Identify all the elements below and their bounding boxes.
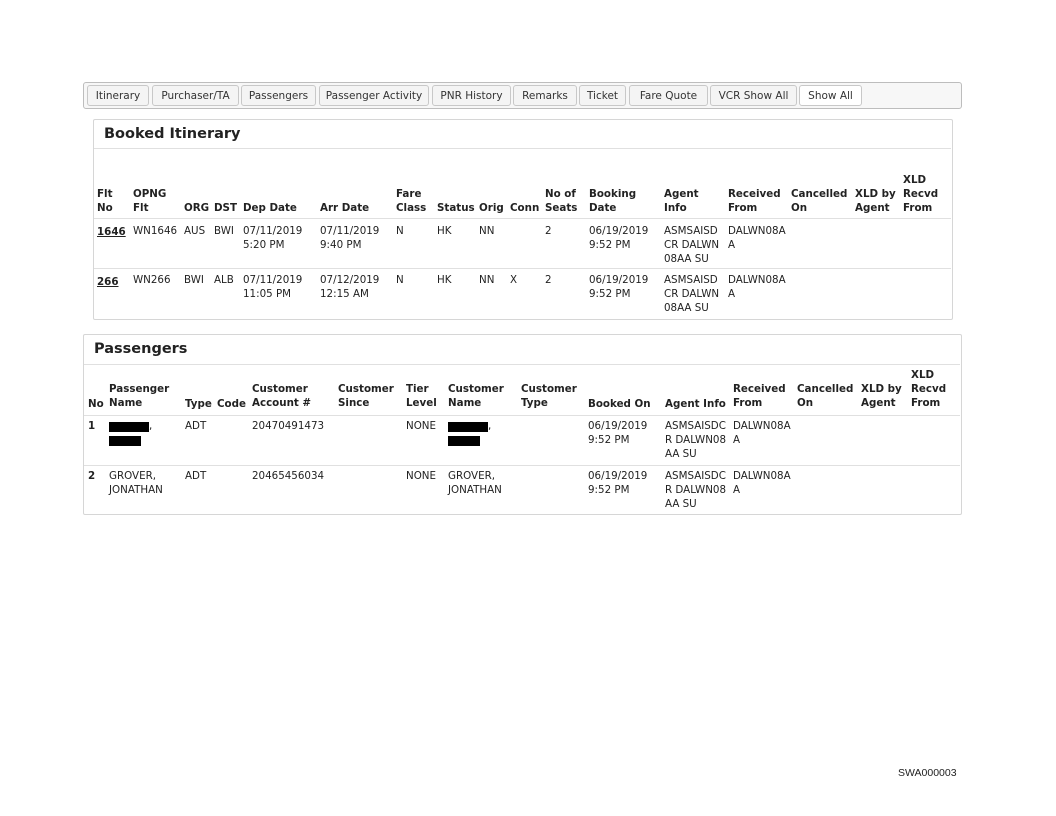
passenger-no: 2 [88, 470, 96, 482]
booking-date: 06/19/2019 9:52 PM [589, 274, 649, 300]
dst: BWI [214, 225, 234, 237]
header-cancelled-on: Cancelled On [791, 188, 848, 214]
header-flt-no: Flt No [97, 188, 113, 214]
header-xld-recvd-from: XLD Recvd From [911, 369, 947, 409]
org: AUS [184, 225, 206, 237]
tab-show-all[interactable]: Show All [799, 85, 862, 106]
arr-date: 07/11/2019 9:40 PM [320, 225, 380, 251]
flight-number-link[interactable]: 266 [97, 276, 119, 288]
tab-ticket[interactable]: Ticket [579, 85, 626, 106]
redaction-bar [109, 422, 149, 432]
passengers-title: Passengers [94, 341, 188, 357]
header-xld-by-agent: XLD by Agent [861, 383, 902, 409]
opng-flt: WN1646 [133, 225, 178, 237]
header-status: Status [437, 202, 475, 214]
agent-info: ASMSAISDC R DALWN08 AA SU [665, 470, 726, 510]
seats: 2 [545, 274, 552, 286]
tab-purchaser-ta[interactable]: Purchaser/TA [152, 85, 239, 106]
header-xld-by-agent: XLD by Agent [855, 188, 896, 214]
tab-remarks[interactable]: Remarks [513, 85, 577, 106]
header-customer-account: Customer Account # [252, 383, 312, 409]
tier-level: NONE [406, 420, 437, 432]
seats: 2 [545, 225, 552, 237]
agent-info: ASMSAISD CR DALWN 08AA SU [664, 225, 720, 265]
arr-date: 07/12/2019 12:15 AM [320, 274, 380, 300]
fare-class: N [396, 274, 404, 286]
passenger-name: GROVER, JONATHAN [109, 470, 163, 496]
header-received-from: Received From [733, 383, 786, 409]
header-fare-class: Fare Class [396, 188, 427, 214]
header-passenger-name: Passenger Name [109, 383, 170, 409]
header-type: Type [185, 398, 212, 410]
passengers-panel [83, 334, 962, 515]
orig: NN [479, 274, 495, 286]
passenger-no: 1 [88, 420, 96, 432]
redaction-bar [109, 436, 141, 446]
booking-date: 06/19/2019 9:52 PM [589, 225, 649, 251]
header-xld-recvd-from: XLD Recvd From [903, 174, 939, 214]
header-booking-date: Booking Date [589, 188, 637, 214]
divider [84, 415, 960, 416]
divider [84, 465, 960, 466]
customer-name: GROVER, JONATHAN [448, 470, 502, 496]
customer-name: , [488, 420, 492, 432]
tier-level: NONE [406, 470, 437, 482]
header-agent-info: Agent Info [664, 188, 699, 214]
header-received-from: Received From [728, 188, 781, 214]
tab-itinerary[interactable]: Itinerary [87, 85, 149, 106]
passenger-type: ADT [185, 420, 207, 432]
divider [84, 364, 960, 365]
received-from: DALWN08A A [728, 225, 786, 251]
booked-itinerary-panel [93, 119, 953, 320]
header-no: No [88, 398, 104, 410]
header-org: ORG [184, 202, 210, 214]
received-from: DALWN08A A [733, 420, 791, 446]
dep-date: 07/11/2019 5:20 PM [243, 225, 303, 251]
tab-fare-quote[interactable]: Fare Quote [629, 85, 708, 106]
dst: ALB [214, 274, 234, 286]
status: HK [437, 274, 452, 286]
conn: X [510, 274, 518, 286]
redaction-bar [448, 436, 480, 446]
passenger-type: ADT [185, 470, 207, 482]
header-opng-flt: OPNG Flt [133, 188, 167, 214]
header-agent-info: Agent Info [665, 398, 726, 410]
received-from: DALWN08A A [733, 470, 791, 496]
customer-account: 20465456034 [252, 470, 325, 482]
header-conn: Conn [510, 202, 540, 214]
header-dep-date: Dep Date [243, 202, 297, 214]
divider [94, 268, 951, 269]
header-no-of-seats: No of Seats [545, 188, 578, 214]
flight-number-link[interactable]: 1646 [97, 226, 126, 238]
tab-passenger-activity[interactable]: Passenger Activity [319, 85, 429, 106]
orig: NN [479, 225, 495, 237]
agent-info: ASMSAISDC R DALWN08 AA SU [665, 420, 726, 460]
header-code: Code [217, 398, 246, 410]
header-cancelled-on: Cancelled On [797, 383, 854, 409]
bates-number: SWA000003 [898, 767, 957, 779]
tab-vcr-show-all[interactable]: VCR Show All [710, 85, 797, 106]
agent-info: ASMSAISD CR DALWN 08AA SU [664, 274, 720, 314]
redaction-bar [448, 422, 488, 432]
header-tier-level: Tier Level [406, 383, 437, 409]
divider [94, 218, 951, 219]
header-orig: Orig [479, 202, 504, 214]
fare-class: N [396, 225, 404, 237]
dep-date: 07/11/2019 11:05 PM [243, 274, 303, 300]
header-dst: DST [214, 202, 237, 214]
header-booked-on: Booked On [588, 398, 651, 410]
header-customer-type: Customer Type [521, 383, 577, 409]
header-arr-date: Arr Date [320, 202, 370, 214]
org: BWI [184, 274, 204, 286]
received-from: DALWN08A A [728, 274, 786, 300]
divider [94, 148, 951, 149]
opng-flt: WN266 [133, 274, 171, 286]
header-customer-name: Customer Name [448, 383, 504, 409]
booked-itinerary-title: Booked Itinerary [104, 126, 241, 142]
tab-passengers[interactable]: Passengers [241, 85, 316, 106]
booked-on: 06/19/2019 9:52 PM [588, 470, 648, 496]
tab-bar [83, 82, 962, 109]
header-customer-since: Customer Since [338, 383, 394, 409]
status: HK [437, 225, 452, 237]
passenger-name: , [149, 420, 153, 432]
customer-account: 20470491473 [252, 420, 325, 432]
tab-pnr-history[interactable]: PNR History [432, 85, 511, 106]
booked-on: 06/19/2019 9:52 PM [588, 420, 648, 446]
